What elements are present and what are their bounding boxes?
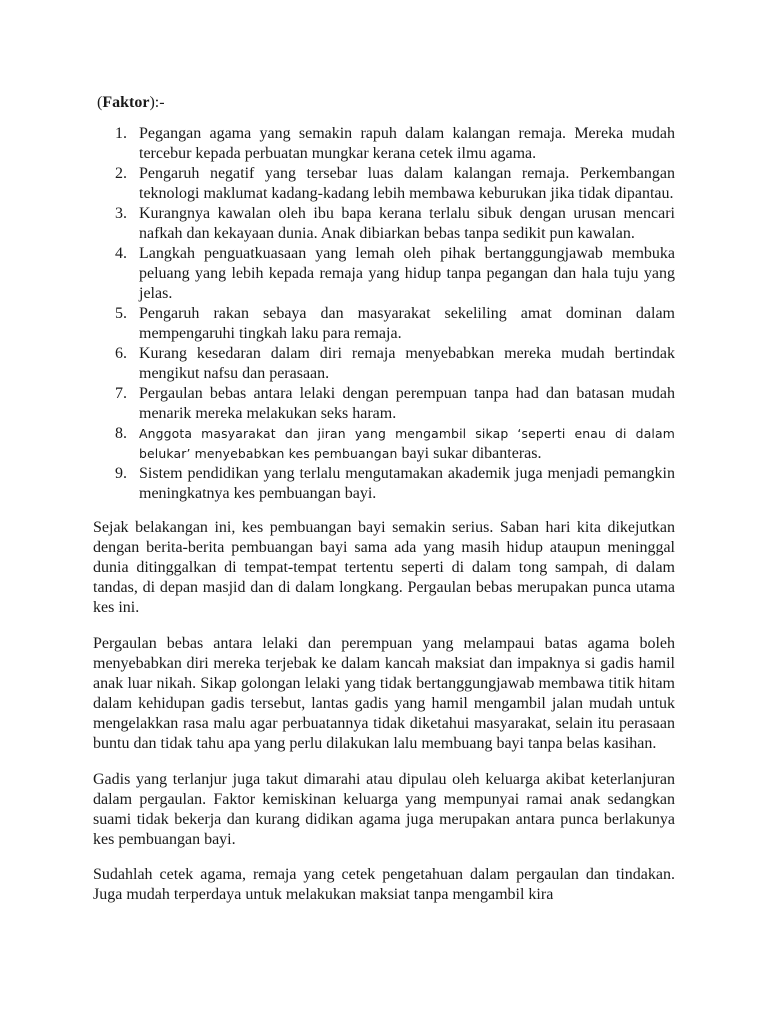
list-item-text: Langkah penguatkuasaan yang lemah oleh pihak bertanggungjawab membuka peluang yang lebih kepada remaja yang hidup tanpa pegangan dan hala tuju yang jelas. — [139, 245, 675, 302]
paragraph: Sejak belakangan ini, kes pembuangan bayi semakin serius. Saban hari kita dikejutkan dengan berita-berita pembuangan bayi sama ada yang masih hidup ataupun meninggal dunia ditinggalkan di tempat-tempat tertentu seperti di dalam tong sampah, di dalam tandas, di depan masjid dan di dalam longkang. Pergaulan bebas merupakan punca utama kes ini. — [93, 519, 675, 616]
paragraph: Sudahlah cetek agama, remaja yang cetek pengetahuan dalam pergaulan dan tindakan. Juga mudah terperdaya untuk melakukan maksiat tanpa mengambil kira — [93, 866, 675, 903]
list-item-text: Kurangnya kawalan oleh ibu bapa kerana terlalu sibuk dengan urusan mencari nafkah dan kekayaan dunia. Anak dibiarkan bebas tanpa sedikit pun kawalan. — [139, 205, 675, 242]
heading-open-paren: ( — [97, 94, 103, 111]
heading-suffix: ):- — [149, 94, 165, 111]
list-number: 1. — [115, 125, 127, 142]
list-item-text: Pegangan agama yang semakin rapuh dalam kalangan remaja. Mereka mudah tercebur kepada perbuatan mungkar kerana cetek ilmu agama. — [139, 125, 675, 162]
list-item — [115, 304, 675, 344]
list-item — [115, 344, 675, 384]
list-item — [115, 244, 675, 304]
list-number: 5. — [115, 305, 127, 322]
list-item — [115, 124, 675, 164]
heading-title: Faktor — [102, 94, 150, 111]
list-item-text: Pergaulan bebas antara lelaki dengan perempuan tanpa had dan batasan mudah menarik mereka melakukan seks haram. — [139, 385, 675, 422]
list-number: 8. — [115, 425, 127, 442]
list-number: 3. — [115, 205, 127, 222]
list-item-text-sans: Anggota masyarakat dan jiran yang mengambil sikap ‘seperti enau di dalam belukar’ menyebabkan kes pembuangan — [139, 426, 675, 461]
list-item — [115, 464, 675, 504]
list-item-text: bayi sukar dibanteras. — [397, 445, 542, 462]
list-item-text: Pengaruh negatif yang tersebar luas dalam kalangan remaja. Perkembangan teknologi maklumat kadang-kadang lebih membawa keburukan jika tidak dipantau. — [139, 165, 675, 202]
section-heading — [97, 93, 675, 113]
list-number: 6. — [115, 345, 127, 362]
list-item-text: Sistem pendidikan yang terlalu mengutamakan akademik juga menjadi pemangkin meningkatnya kes pembuangan bayi. — [139, 465, 675, 502]
list-item — [115, 384, 675, 424]
paragraph: Pergaulan bebas antara lelaki dan perempuan yang melampaui batas agama boleh menyebabkan diri mereka terjebak ke dalam kancah maksiat dan impaknya si gadis hamil anak luar nikah. Sikap golongan lelaki yang tidak bertanggungjawab membawa titik hitam dalam kehidupan gadis tersebut, lantas gadis yang hamil mengambil jalan mudah untuk mengelakkan rasa malu agar perbuatannya tidak diketahui masyarakat, selain itu perasaan buntu dan tidak tahu apa yang perlu dilakukan lalu membuang bayi tanpa belas kasihan. — [93, 635, 675, 752]
list-number: 4. — [115, 245, 127, 262]
document-page — [93, 93, 675, 905]
list-item-text: Pengaruh rakan sebaya dan masyarakat sekeliling amat dominan dalam mempengaruhi tingkah laku para remaja. — [139, 305, 675, 342]
factor-list — [93, 124, 675, 504]
list-item-text: Kurang kesedaran dalam diri remaja menyebabkan mereka mudah bertindak mengikut nafsu dan perasaan. — [139, 345, 675, 382]
list-number: 9. — [115, 465, 127, 482]
list-item — [115, 204, 675, 244]
list-item — [115, 164, 675, 204]
list-number: 7. — [115, 385, 127, 402]
list-item — [115, 424, 675, 464]
list-number: 2. — [115, 165, 127, 182]
paragraph: Gadis yang terlanjur juga takut dimarahi atau dipulau oleh keluarga akibat keterlanjuran dalam pergaulan. Faktor kemiskinan keluarga yang mempunyai ramai anak sedangkan suami tidak bekerja dan kurang didikan agama juga merupakan antara punca berlakunya kes pembuangan bayi. — [93, 771, 675, 848]
